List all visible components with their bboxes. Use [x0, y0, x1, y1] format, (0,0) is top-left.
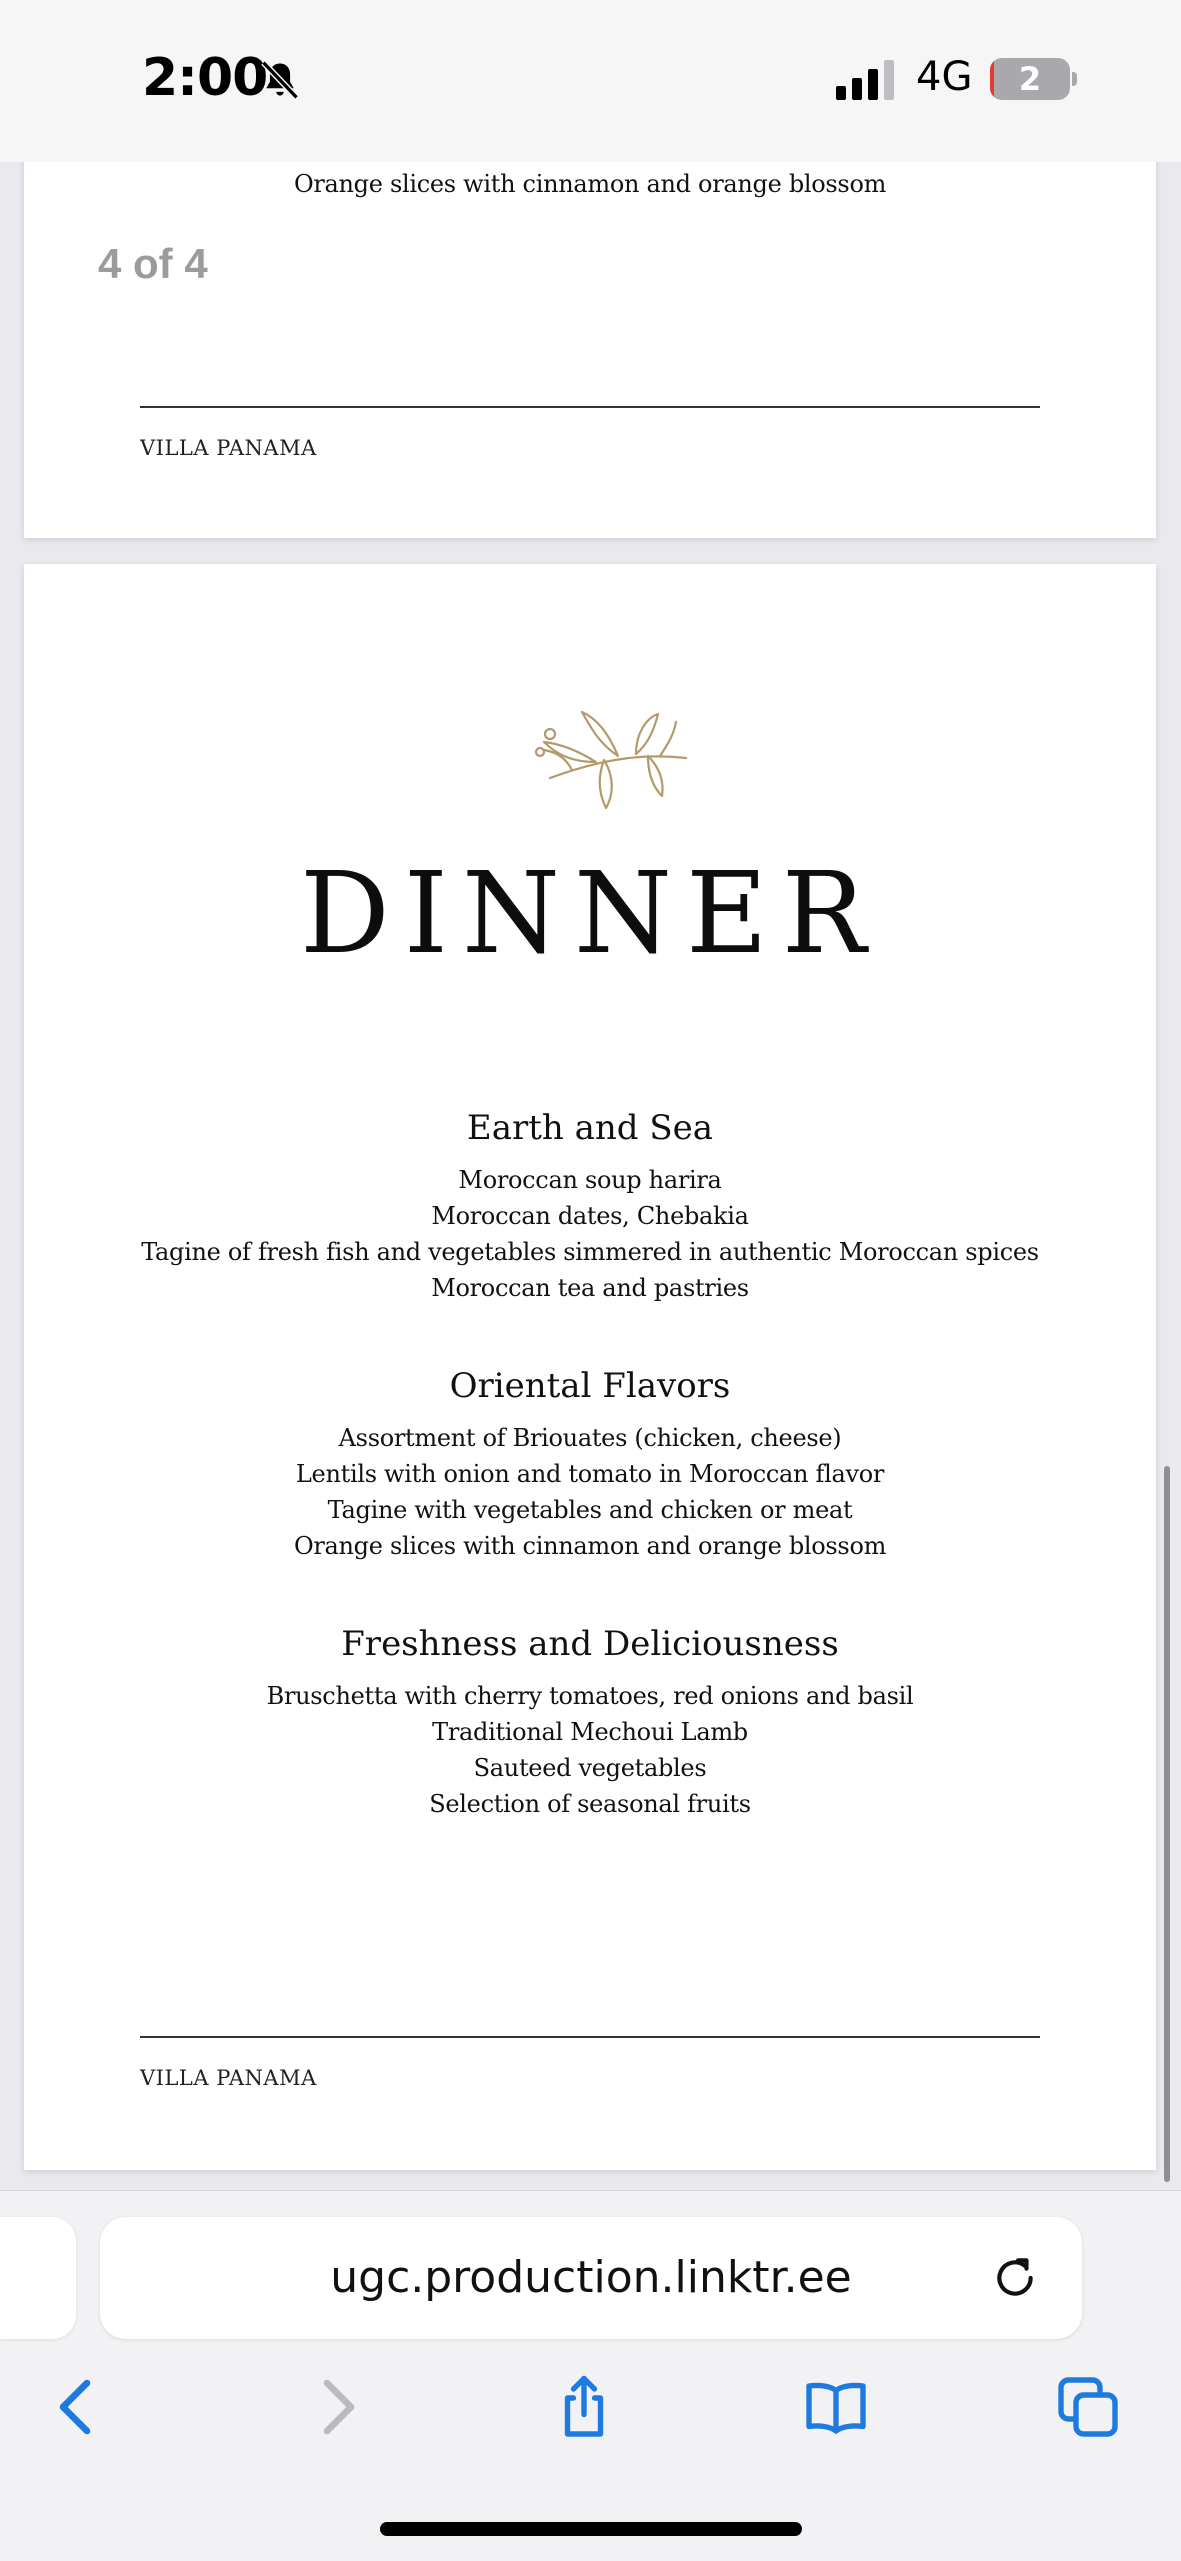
menu-section-earth-and-sea: [24, 1108, 1156, 1306]
section-heading: Oriental Flavors: [449, 1366, 731, 1406]
battery-cap: [1072, 72, 1077, 86]
page-counter: 4 of 4: [98, 240, 208, 287]
menu-section-oriental-flavors: [24, 1366, 1156, 1564]
page-footer: VILLA PANAMA: [140, 436, 317, 460]
cellular-signal-icon: [836, 60, 898, 100]
menu-item: Sauteed vegetables: [473, 1754, 707, 1782]
home-indicator[interactable]: [380, 2522, 802, 2536]
status-time: 2:00: [142, 48, 268, 108]
menu-item: Tagine with vegetables and chicken or meat: [327, 1496, 853, 1524]
section-heading: Freshness and Deliciousness: [341, 1624, 839, 1664]
menu-item: Orange slices with cinnamon and orange blossom: [293, 1532, 887, 1560]
url-text[interactable]: ugc.production.linktr.ee: [330, 2252, 852, 2303]
footer-rule: [140, 2036, 1040, 2038]
menu-item: Traditional Mechoui Lamb: [432, 1718, 748, 1746]
status-bar: [0, 0, 1181, 162]
section-heading: Earth and Sea: [466, 1108, 714, 1148]
previous-tab-preview[interactable]: [0, 2217, 76, 2339]
page-footer: VILLA PANAMA: [140, 2066, 317, 2090]
menu-item: Moroccan dates, Chebakia: [431, 1202, 749, 1230]
menu-item: Orange slices with cinnamon and orange blossom: [293, 170, 887, 198]
menu-section-freshness-and-deliciousness: [24, 1624, 1156, 1822]
scrollbar[interactable]: [1164, 1466, 1170, 2182]
menu-item: Assortment of Briouates (chicken, cheese): [338, 1424, 842, 1452]
menu-item: Selection of seasonal fruits: [429, 1790, 751, 1818]
back-arrow-icon[interactable]: [42, 2371, 114, 2443]
bell-slash-icon: [258, 58, 302, 102]
menu-item: Moroccan soup harira: [458, 1166, 722, 1194]
menu-item: Tagine of fresh fish and vegetables simmered in authentic Moroccan spices: [141, 1238, 1039, 1266]
share-icon[interactable]: [548, 2371, 620, 2443]
menu-item: Lentils with onion and tomato in Moroccan flavor: [295, 1460, 885, 1488]
reload-icon[interactable]: [990, 2253, 1040, 2303]
menu-item: Bruschetta with cherry tomatoes, red onions and basil: [266, 1682, 914, 1710]
tabs-icon[interactable]: [1052, 2371, 1124, 2443]
address-bar[interactable]: [100, 2217, 1082, 2339]
document-page-previous: [24, 120, 1156, 538]
footer-rule: [140, 406, 1040, 408]
browser-toolbar: [0, 2190, 1181, 2561]
menu-item: Moroccan tea and pastries: [431, 1274, 749, 1302]
document-page-dinner: [24, 564, 1156, 2170]
network-type: 4G: [916, 54, 973, 100]
forward-arrow-icon[interactable]: [300, 2371, 372, 2443]
battery-level: 2: [1018, 60, 1042, 98]
bookmarks-icon[interactable]: [800, 2371, 872, 2443]
olive-sprig-icon: [510, 704, 690, 814]
battery-icon: [990, 58, 1076, 102]
menu-title: DINNER: [299, 849, 881, 979]
